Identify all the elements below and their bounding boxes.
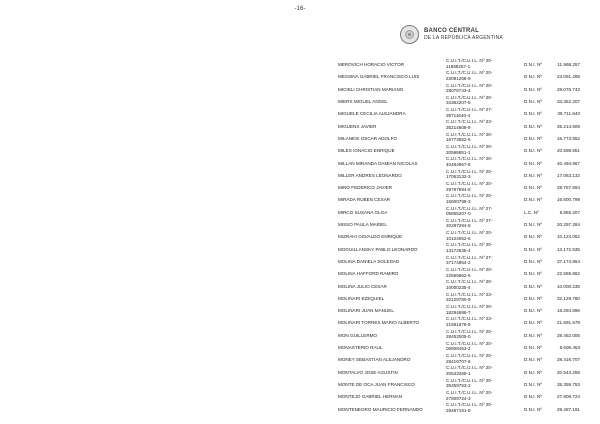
cuit-label: C.U.I.T./C.U.I.L. Nº 27- [446,254,493,260]
list-item [0,378,600,390]
document-number: 6.608.453 [559,345,580,351]
person-name: MILES IGNACIO ENRIQUE [338,148,395,154]
document-number: 32.129.780 [557,295,580,301]
document-number: 28.416.707 [557,357,580,363]
person-name: MIZRAHI OSVALDO ENRIQUE [338,234,403,240]
cuit-cuil [446,218,492,229]
document-type: D.N.I. Nº [524,381,543,387]
cuit-label: C.U.I.T./C.U.I.L. Nº 20- [446,70,493,76]
cuit-cuil [446,95,492,106]
bank-name-line2: DE LA REPÚBLICA ARGENTINA [424,34,503,41]
document-number: 16.600.799 [557,197,580,203]
cuit-number: 37174854-2 [446,260,471,266]
document-type: D.N.I. Nº [524,394,543,400]
list-item [0,341,600,353]
document-number: 5.865.207 [559,209,580,215]
cuit-cuil [446,132,492,143]
document-number: 35.214.609 [557,123,580,129]
person-name: MIRCO SUSANA OLGA [338,209,388,215]
cuit-label: C.U.I.T./C.U.I.L. Nº 20- [446,131,493,137]
document-number: 29.787.694 [557,185,580,191]
person-name: MOLINARI EZEQUIEL [338,295,385,301]
cuit-number: 11968257-1 [446,63,471,69]
list-item [0,156,600,168]
bank-seal-icon [400,25,419,44]
document-number: 20.598.651 [557,148,580,154]
cuit-number: 29487191-9 [446,407,471,413]
cuit-number: 23091268-9 [446,75,471,81]
document-number: 17.063.132 [557,172,580,178]
cuit-number: 21691678-9 [446,321,471,327]
cuit-label: C.U.I.T./C.U.I.L. Nº 20- [446,180,493,186]
document-number: 21.691.678 [557,320,580,326]
person-name: MONEY SEBASTIAN ALEJANDRO [338,357,411,363]
document-number: 18.294.696 [557,308,580,314]
list-item [0,107,600,119]
document-type: D.N.I. Nº [524,123,543,129]
cuit-label: C.U.I.T./C.U.I.L. Nº 27- [446,205,493,211]
document-type: D.N.I. Nº [524,148,543,154]
cuit-number: 28452005-0 [446,334,471,340]
person-name: MOLINA HAFFORD RAMIRO [338,271,399,277]
document-type: D.N.I. Nº [524,234,543,240]
document-type: L.C. Nº [524,209,539,215]
cuit-label: C.U.I.T./C.U.I.L. Nº 23- [446,316,493,322]
cuit-label: C.U.I.T./C.U.I.L. Nº 20- [446,328,493,334]
cuit-cuil [446,316,492,327]
cuit-cuil [446,156,492,167]
cuit-label: C.U.I.T./C.U.I.L. Nº 20- [446,377,493,383]
document-number: 22.565.862 [557,271,580,277]
list-item [0,83,600,95]
list-item [0,279,600,291]
cuit-label: C.U.I.T./C.U.I.L. Nº 20- [446,144,493,150]
cuit-number: 16773552-6 [446,137,471,143]
cuit-label: C.U.I.T./C.U.I.L. Nº 20- [446,303,493,309]
cuit-cuil [446,255,492,266]
cuit-cuil [446,279,492,290]
person-name: MIGUENS JAVIER [338,123,377,129]
cuit-cuil [446,267,492,278]
list-item [0,316,600,328]
cuit-cuil [446,390,492,401]
person-name: MIRADA RUBEN CESAR [338,197,391,203]
cuit-cuil [446,169,492,180]
list-item [0,218,600,230]
document-type: D.N.I. Nº [524,345,543,351]
document-type: D.N.I. Nº [524,185,543,191]
bank-name-line1: BANCO CENTRAL [424,27,479,34]
cuit-number: 28416707-6 [446,358,471,364]
cuit-number: 16600799-3 [446,198,471,204]
cuit-number: 06608453-2 [446,346,471,352]
cuit-number: 35359753-2 [446,383,471,389]
entry-list [0,58,600,415]
document-type: D.N.I. Nº [524,160,543,166]
person-name: MISSO PAULA MARIEL [338,222,387,228]
list-item [0,193,600,205]
person-name: MOLINARI TORRES MARIO ALBERTO [338,320,420,326]
document-type: D.N.I. Nº [524,357,543,363]
cuit-cuil [446,292,492,303]
person-name: MINO FEDERICO JAVIER [338,185,393,191]
cuit-number: 20297284-8 [446,223,471,229]
list-item [0,329,600,341]
cuit-number: 20598651-1 [446,149,471,155]
document-type: D.N.I. Nº [524,332,543,338]
document-type: D.N.I. Nº [524,308,543,314]
document-number: 34.362.207 [557,99,580,105]
cuit-number: 13172535-4 [446,248,471,254]
list-item [0,390,600,402]
list-item [0,132,600,144]
cuit-cuil [446,402,492,413]
document-type: D.N.I. Nº [524,271,543,277]
person-name: MONTEJO GABRIEL HERNAN [338,394,403,400]
document-number: 20.543.259 [557,369,580,375]
list-item [0,230,600,242]
document-type: D.N.I. Nº [524,295,543,301]
document-number: 16.773.552 [557,135,580,141]
cuit-number: 39711640-4 [446,112,471,118]
list-item [0,70,600,82]
cuit-number: 34362207-5 [446,100,471,106]
cuit-number: 35214609-9 [446,125,471,131]
document-type: D.N.I. Nº [524,74,543,80]
cuit-cuil [446,193,492,204]
bank-name [424,28,503,42]
document-number: 27.809.724 [557,394,580,400]
list-item [0,353,600,365]
cuit-label: C.U.I.T./C.U.I.L. Nº 20- [446,267,493,273]
document-number: 10.124.052 [557,234,580,240]
document-type: D.N.I. Nº [524,172,543,178]
list-item [0,402,600,414]
cuit-cuil [446,144,492,155]
document-number: 13.172.535 [557,246,580,252]
cuit-number: 22565862-6 [446,272,471,278]
cuit-label: C.U.I.T./C.U.I.L. Nº 20- [446,279,493,285]
document-type: D.N.I. Nº [524,283,543,289]
document-number: 20.297.284 [557,222,580,228]
document-type: D.N.I. Nº [524,197,543,203]
cuit-number: 27809724-3 [446,395,471,401]
person-name: MILLAN MIRANDA DAMIAN NICOLAS [338,160,418,166]
cuit-label: C.U.I.T./C.U.I.L. Nº 20- [446,353,493,359]
list-item [0,58,600,70]
cuit-cuil [446,58,492,69]
person-name: MEROVICH HORACIO VICTOR [338,62,405,68]
cuit-number: 05865207-0 [446,211,471,217]
document-type: D.N.I. Nº [524,86,543,92]
person-name: MONTALVO JOSE AGUSTIN [338,369,398,375]
document-type: D.N.I. Nº [524,111,543,117]
document-type: D.N.I. Nº [524,135,543,141]
cuit-label: C.U.I.T./C.U.I.L. Nº 20- [446,340,493,346]
document-type: D.N.I. Nº [524,222,543,228]
cuit-cuil [446,107,492,118]
bank-logo [400,25,503,44]
cuit-label: C.U.I.T./C.U.I.L. Nº 20- [446,156,493,162]
cuit-cuil [446,119,492,130]
list-item [0,95,600,107]
cuit-label: C.U.I.T./C.U.I.L. Nº 27- [446,107,493,113]
cuit-cuil [446,365,492,376]
page-number: -16- [294,6,306,12]
cuit-label: C.U.I.T./C.U.I.L. Nº 20- [446,94,493,100]
document-number: 37.174.854 [557,258,580,264]
document-number: 39.711.640 [557,111,580,117]
cuit-number: 17063132-3 [446,174,471,180]
person-name: MOLINA DANIELA SOLEDAD [338,258,400,264]
document-number: 40.494.967 [557,160,580,166]
person-name: MIGUELE CECILIA ALEJANDRA [338,111,406,117]
cuit-cuil [446,242,492,253]
document-type: D.N.I. Nº [524,369,543,375]
list-item [0,119,600,131]
list-item [0,365,600,377]
person-name: MOLINARI JUAN MANUEL [338,308,394,314]
person-name: MIERS MIGUEL ANGEL [338,99,388,105]
cuit-number: 29787694-8 [446,186,471,192]
cuit-label: C.U.I.T./C.U.I.L. Nº 20- [446,193,493,199]
document-type: D.N.I. Nº [524,258,543,264]
person-name: MESSINA GABRIEL FRANCISCO LUIS [338,74,420,80]
person-name: MILANESI OSCAR ADOLFO [338,135,397,141]
cuit-label: C.U.I.T./C.U.I.L. Nº 23- [446,291,493,297]
cuit-label: C.U.I.T./C.U.I.L. Nº 27- [446,217,493,223]
cuit-number: 40494967-6 [446,161,471,167]
cuit-cuil [446,378,492,389]
cuit-cuil [446,329,492,340]
document-number: 35.359.753 [557,381,580,387]
cuit-number: 32129780-9 [446,297,471,303]
cuit-number: 28076743-4 [446,88,471,94]
cuit-cuil [446,304,492,315]
cuit-label: C.U.I.T./C.U.I.L. Nº 20- [446,242,493,248]
person-name: MICIELI CHRISTIAN MARIANO [338,86,404,92]
list-item [0,144,600,156]
cuit-number: 10124052-6 [446,235,471,241]
document-type: D.N.I. Nº [524,62,543,68]
cuit-cuil [446,83,492,94]
list-item [0,267,600,279]
document-number: 11.968.257 [557,62,580,68]
document-number: 28.452.005 [557,332,580,338]
cuit-label: C.U.I.T./C.U.I.L. Nº 20- [446,390,493,396]
cuit-number: 20543259-1 [446,371,471,377]
cuit-cuil [446,181,492,192]
document-number: 10.000.235 [557,283,580,289]
cuit-label: C.U.I.T./C.U.I.L. Nº 20- [446,58,493,63]
person-name: MOLINA JULIO CESAR [338,283,387,289]
document-type: D.N.I. Nº [524,406,543,412]
document-number: 23.091.268 [557,74,580,80]
document-type: D.N.I. Nº [524,246,543,252]
cuit-cuil [446,353,492,364]
cuit-label: C.U.I.T./C.U.I.L. Nº 20- [446,230,493,236]
person-name: MONTE DE OCA JUAN FRANCISCO [338,381,415,387]
document-type: D.N.I. Nº [524,320,543,326]
cuit-label: C.U.I.T./C.U.I.L. Nº 20- [446,402,493,408]
cuit-label: C.U.I.T./C.U.I.L. Nº 20- [446,168,493,174]
person-name: MONTENEGRO MAURICIO FERNANDO [338,406,423,412]
cuit-cuil [446,70,492,81]
cuit-cuil [446,230,492,241]
list-item [0,255,600,267]
document-type: D.N.I. Nº [524,99,543,105]
cuit-cuil [446,341,492,352]
list-item [0,206,600,218]
document-number: 29.487.191 [557,406,580,412]
cuit-label: C.U.I.T./C.U.I.L. Nº 20- [446,82,493,88]
list-item [0,181,600,193]
person-name: MONASTERIO RAUL [338,345,383,351]
document-number: 28.076.743 [557,86,580,92]
list-item [0,242,600,254]
cuit-label: C.U.I.T./C.U.I.L. Nº 20- [446,365,493,371]
list-item [0,304,600,316]
cuit-cuil [446,206,492,217]
list-item [0,292,600,304]
list-item [0,169,600,181]
cuit-number: 10000235-4 [446,284,471,290]
cuit-label: C.U.I.T./C.U.I.L. Nº 23- [446,119,493,125]
person-name: MOGUILLANSKY PABLO LEONARDO [338,246,418,252]
cuit-number: 18294696-7 [446,309,471,315]
person-name: MON GUILLERMO [338,332,378,338]
person-name: MILLER ANDRES LEONARDO [338,172,402,178]
